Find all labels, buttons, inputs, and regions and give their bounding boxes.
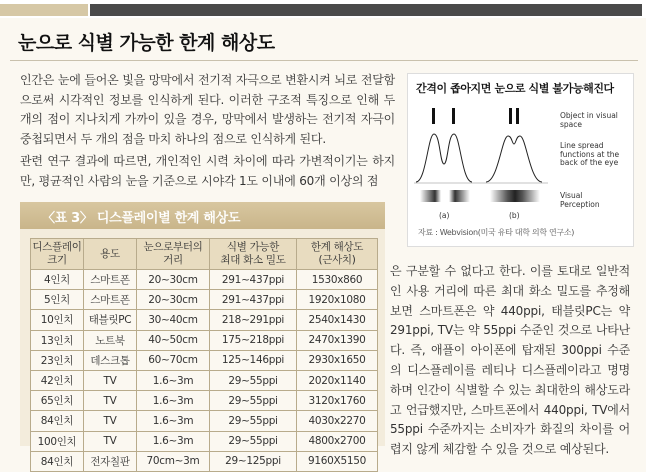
cell-size: 84인치	[31, 451, 84, 471]
cell-size: 65인치	[31, 391, 84, 411]
object-line-b-right	[516, 108, 519, 124]
table-row	[31, 370, 378, 390]
figure-source: 자료 : Webvision(미국 유타 대학 의학 연구소)	[418, 228, 575, 237]
table-row	[31, 391, 378, 411]
cell-resolution: 2470x1390	[297, 330, 378, 350]
spread-curve-a	[416, 134, 472, 182]
top-decoration-bar	[0, 0, 646, 18]
spread-curve-b	[486, 136, 542, 182]
body-paragraph-3: 은 구분할 수 없다고 한다. 이를 토대로 일반적인 사용 거리에 따른 최대 화소 밀도를 추정해보면 스마트폰은 약 440ppi, 태블릿PC는 약 291ppi, TV는 약 55ppi 수준인 것으로 나타난다. 즉, 애플이 아이폰에 탑재된 300ppi 수준의 디스플레이를 레티나 디스플레이라고 명명하며 인간이 식별할 수 있는 최대한의 해상도라고 언급했지만, 스마트폰에서 440ppi, TV에서 55ppi 수준까지는 소비자가 화질의 차이를 어렵지 않게 체감할 수 있을 것으로 예상된다.	[390, 264, 630, 457]
header-resolution-line1: 한계 해상도	[310, 241, 364, 253]
table-row	[31, 290, 378, 310]
table-caption-band	[20, 202, 385, 229]
header-resolution-line2: (근사치)	[318, 254, 356, 266]
object-line-a-left	[432, 108, 435, 124]
cell-size: 13인치	[31, 330, 84, 350]
cell-usage: 스마트폰	[84, 270, 137, 290]
cell-distance: 40~50cm	[137, 330, 210, 350]
cell-distance: 1.6~3m	[137, 431, 210, 451]
cell-distance: 1.6~3m	[137, 411, 210, 431]
cell-resolution: 2020x1140	[297, 370, 378, 390]
header-size	[31, 239, 84, 270]
cell-density: 291~437ppi	[210, 290, 297, 310]
perception-strip-a	[420, 190, 470, 202]
cell-usage: TV	[84, 391, 137, 411]
header-usage	[84, 239, 137, 270]
header-distance	[137, 239, 210, 270]
cell-resolution: 2930x1650	[297, 350, 378, 370]
header-size-line1: 디스플레이	[32, 241, 82, 253]
top-bar-dark	[90, 4, 642, 16]
cell-size: 42인치	[31, 370, 84, 390]
cell-distance: 1.6~3m	[137, 370, 210, 390]
header-resolution	[297, 239, 378, 270]
cell-size: 10인치	[31, 310, 84, 330]
header-distance-line1: 눈으로부터의	[143, 241, 203, 253]
perception-strip-b	[490, 190, 540, 202]
cell-density: 291~437ppi	[210, 270, 297, 290]
cell-density: 29~125ppi	[210, 451, 297, 471]
table-row	[31, 310, 378, 330]
cell-density: 29~55ppi	[210, 370, 297, 390]
header-usage-line1: 용도	[100, 247, 120, 260]
cell-resolution: 1530x860	[297, 270, 378, 290]
cell-usage: 스마트폰	[84, 290, 137, 310]
cell-size: 84인치	[31, 411, 84, 431]
body-paragraph-1: 인간은 눈에 들어온 빛을 망막에서 전기적 자극으로 변환시켜 뇌로 전달함으로써 시각적인 정보를 인식하게 된다. 이러한 구조적 특징으로 인해 두 개의 점이 지나치게 가까이 있을 경우, 망막에서 발생하는 전기적 자극이 중첩되면서 두 개의 점을 마치 하나의 점으로 인식하게 된다.	[20, 73, 395, 146]
cell-resolution: 9160X5150	[297, 451, 378, 471]
cell-density: 125~146ppi	[210, 350, 297, 370]
cell-size: 4인치	[31, 270, 84, 290]
table-row	[31, 350, 378, 370]
cell-density: 29~55ppi	[210, 391, 297, 411]
cell-usage: TV	[84, 411, 137, 431]
cell-resolution: 4800x2700	[297, 431, 378, 451]
label-object-space: Object in visual space	[560, 111, 618, 129]
cell-usage: 노트북	[84, 330, 137, 350]
table-row	[31, 270, 378, 290]
header-distance-line2: 거리	[163, 254, 183, 266]
body-paragraph-2: 관련 연구 결과에 따르면, 개인적인 시력 차이에 따라 가변적이기는 하지만, 평균적인 사람의 눈을 기준으로 시야각 1도 이내에 60개 이상의 점	[20, 154, 395, 188]
cell-density: 29~55ppi	[210, 431, 297, 451]
cell-size: 23인치	[31, 350, 84, 370]
table-header-row	[31, 239, 378, 270]
table-box	[20, 202, 385, 468]
cell-resolution: 1920x1080	[297, 290, 378, 310]
cell-distance: 20~30cm	[137, 270, 210, 290]
header-density	[210, 239, 297, 270]
cell-usage: 데스크톱	[84, 350, 137, 370]
title-divider	[10, 60, 638, 61]
cell-size: 100인치	[31, 431, 84, 451]
label-visual-perception: Visual Perception	[560, 191, 600, 209]
cell-distance: 30~40cm	[137, 310, 210, 330]
page-title: 눈으로 식별 가능한 한계 해상도	[18, 32, 275, 54]
label-panel-a: (a)	[439, 211, 450, 220]
cell-size: 5인치	[31, 290, 84, 310]
cell-distance: 1.6~3m	[137, 391, 210, 411]
cell-usage: TV	[84, 370, 137, 390]
table-row	[31, 411, 378, 431]
cell-density: 218~291ppi	[210, 310, 297, 330]
cell-resolution: 3120x1760	[297, 391, 378, 411]
cell-distance: 70cm~3m	[137, 451, 210, 471]
table-row	[31, 330, 378, 350]
label-panel-b: (b)	[509, 211, 520, 220]
cell-usage: TV	[84, 431, 137, 451]
cell-distance: 20~30cm	[137, 290, 210, 310]
top-bar-accent	[0, 4, 88, 16]
cell-usage: 태블릿PC	[84, 310, 137, 330]
table-caption: 〈표 3〉 디스플레이별 한계 해상도	[42, 211, 241, 226]
label-line-spread: Line spread functions at the back of the eye	[560, 141, 620, 167]
object-line-a-right	[452, 108, 455, 124]
cell-density: 29~55ppi	[210, 411, 297, 431]
resolution-table	[30, 238, 378, 472]
cell-resolution: 4030x2270	[297, 411, 378, 431]
header-size-line2: 크기	[47, 254, 67, 266]
figure-title: 간격이 좁아지면 눈으로 식별 불가능해진다	[416, 82, 614, 95]
cell-resolution: 2540x1430	[297, 310, 378, 330]
header-density-line1: 식별 가능한	[226, 241, 280, 253]
figure-box	[407, 73, 634, 247]
cell-usage: 전자칠판	[84, 451, 137, 471]
table-row	[31, 431, 378, 451]
table-row	[31, 451, 378, 471]
object-line-b-left	[509, 108, 512, 124]
header-density-line2: 최대 화소 밀도	[220, 254, 286, 266]
cell-distance: 60~70cm	[137, 350, 210, 370]
cell-density: 175~218ppi	[210, 330, 297, 350]
